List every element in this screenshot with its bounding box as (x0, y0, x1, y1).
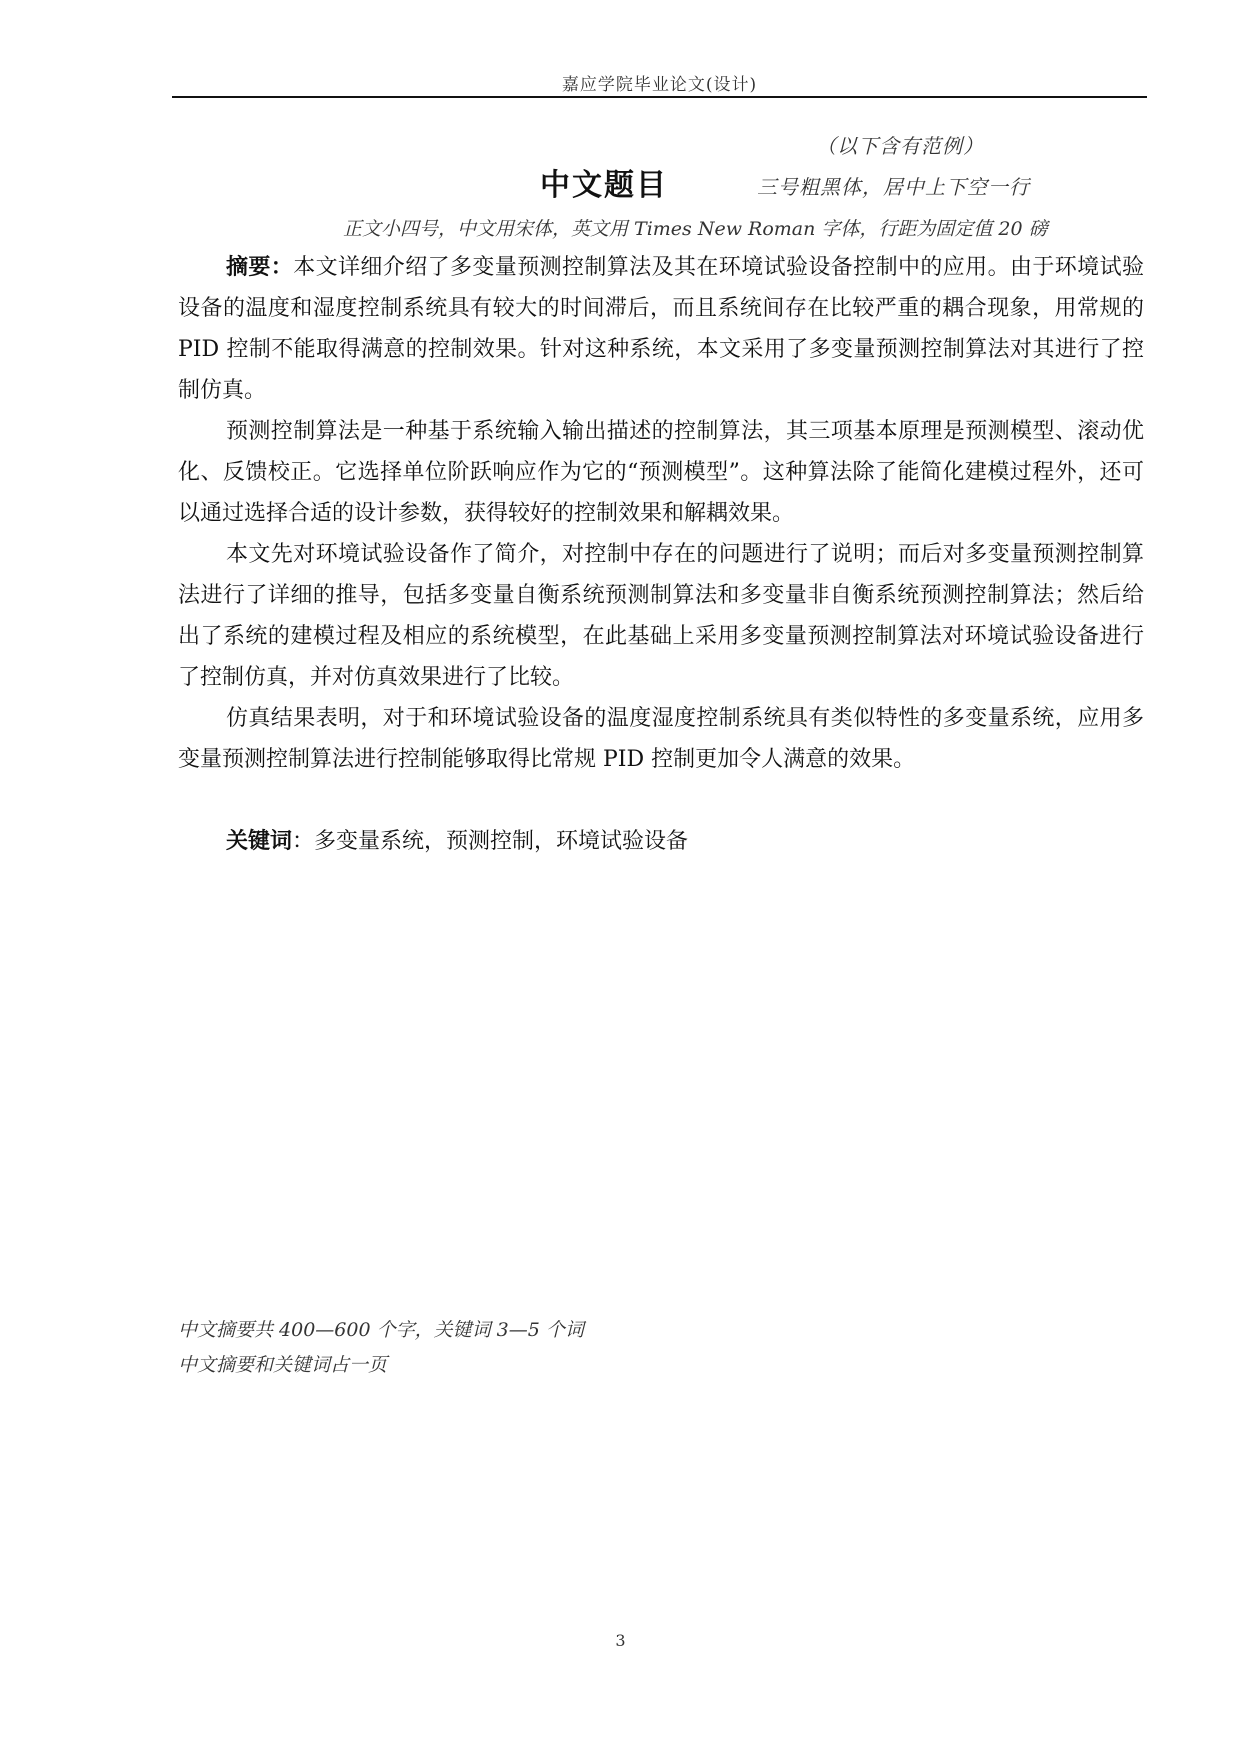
page-rule-note: 中文摘要和关键词占一页 (178, 1354, 388, 1376)
abstract-paragraph-3: 本文先对环境试验设备作了简介，对控制中存在的问题进行了说明；而后对多变量预测控制算法进行了详细的推导，包括多变量自衡系统预测制算法和多变量非自衡系统预测控制算法；然后给出了系统的建模过程及相应的系统模型，在此基础上采用多变量预测控制算法对环境试验设备进行了控制仿真，并对仿真效果进行了比较。 (178, 542, 1144, 690)
abstract-length-note: 中文摘要共 400—600 个字，关键词 3—5 个词 (178, 1319, 584, 1341)
abstract-paragraph-4: 仿真结果表明，对于和环境试验设备的温度湿度控制系统具有类似特性的多变量系统，应用多变量预测控制算法进行控制能够取得比常规 PID 控制更加令人满意的效果。 (178, 706, 1144, 772)
abstract-paragraph-1-text: 本文详细介绍了多变量预测控制算法及其在环境试验设备控制中的应用。由于环境试验设备的温度和湿度控制系统具有较大的时间滞后，而且系统间存在比较严重的耦合现象，用常规的 PID 控制不能取得满意的控制效果。针对这种系统，本文采用了多变量预测控制算法对其进行了控制仿真。 (178, 255, 1144, 403)
document-title: 中文题目 (540, 168, 668, 203)
keywords-separator: ： (292, 829, 315, 854)
keywords-line (226, 824, 688, 855)
example-note: （以下含有范例） (816, 134, 984, 158)
body-format-note: 正文小四号，中文用宋体，英文用 Times New Roman 字体，行距为固定值 20 磅 (343, 218, 1048, 240)
keywords-text: 多变量系统，预测控制，环境试验设备 (314, 829, 689, 854)
abstract-paragraph-1 (178, 247, 1144, 411)
abstract-paragraph-2: 预测控制算法是一种基于系统输入输出描述的控制算法，其三项基本原理是预测模型、滚动优化、反馈校正。它选择单位阶跃响应作为它的“预测模型”。这种算法除了能简化建模过程外，还可以通过选择合适的设计参数，获得较好的控制效果和解耦效果。 (178, 419, 1144, 526)
keywords-label: 关键词 (226, 829, 293, 854)
title-format-note: 三号粗黑体，居中上下空一行 (757, 175, 1030, 199)
header-title: 嘉应学院毕业论文(设计) (561, 75, 758, 95)
header-rule (172, 96, 1147, 98)
abstract (178, 247, 1144, 780)
page-number: 3 (615, 1631, 626, 1650)
abstract-label: 摘要： (226, 255, 294, 280)
